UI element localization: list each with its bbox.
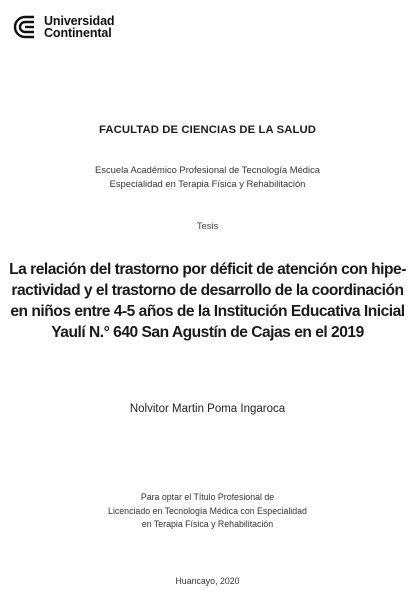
logo-wordmark [44,15,114,40]
logo-line-2: Continental [44,26,112,40]
school-line-2: Especialidad en Terapia Física y Rehabilitación [109,178,306,189]
title-line-4: Yaulí N.° 640 San Agustín de Cajas en el 2019 [51,324,364,341]
degree-purpose [0,491,415,532]
title-line-1: La relación del trastorno por déficit de atención con hipe- [9,261,406,278]
purpose-line-2: Licenciado en Tecnología Médica con Especialidad [108,505,307,516]
thesis-title [0,259,415,343]
school-name [0,163,415,191]
logo-line-1: Universidad [44,13,115,28]
title-line-2: ractividad y el trastorno de desarrollo de la coordinación [11,282,404,299]
document-type: Tesis [196,220,219,231]
universidad-continental-logo-icon [12,14,38,40]
purpose-line-1: Para optar el Título Profesional de [140,492,275,502]
title-line-3: en niños entre 4-5 años de la Institución Educativa Inicial [10,303,405,320]
university-logo [12,14,114,40]
faculty-name: FACULTAD DE CIENCIAS DE LA SALUD [98,124,316,136]
place-date: Huancayo, 2020 [175,576,240,586]
school-line-1: Escuela Académico Profesional de Tecnología Médica [95,164,320,175]
author-name: Nolvitor Martin Poma Ingaroca [129,403,286,415]
purpose-line-3: en Terapia Física y Rehabilitación [141,519,274,529]
